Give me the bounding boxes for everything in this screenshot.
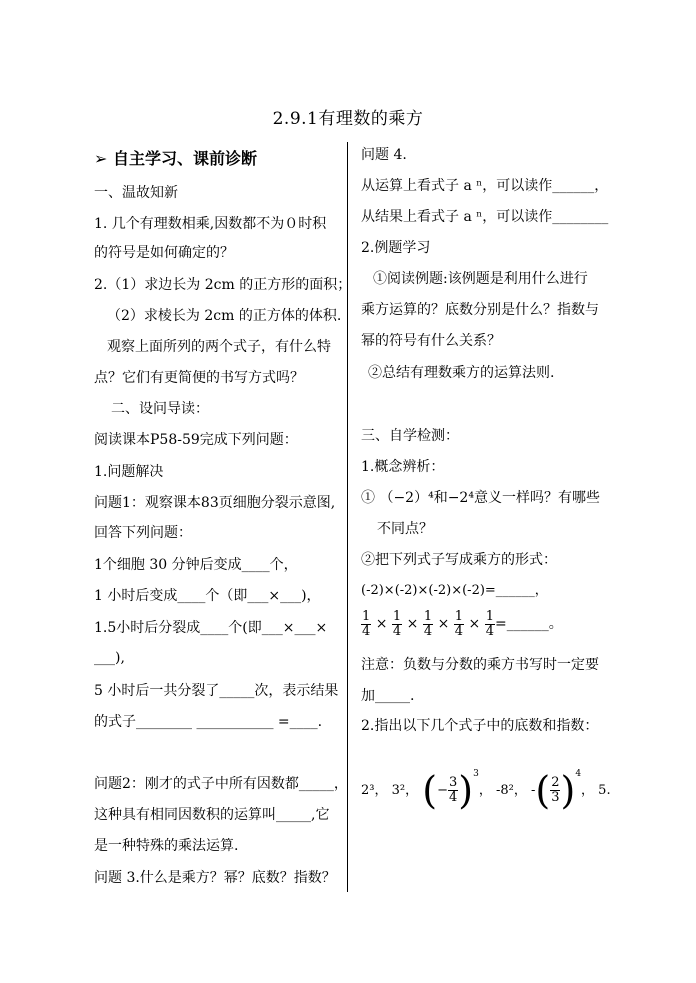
page-title: 2.9.1有理数的乘方 <box>272 109 424 129</box>
left-line: （2）求棱长为 2cm 的正方体的体积. <box>107 308 342 324</box>
left-line: 的符号是如何确定的？ <box>94 245 234 261</box>
fraction-tail: =______。 <box>494 616 563 632</box>
expressions-line: 2³， 3²， (− $\frac{3}{4}$ )$^3$， -8²， -( $\frac{2}{3}$ )$^4$， 5. <box>361 768 611 813</box>
exponent: 3 <box>473 769 479 779</box>
right-line: 幂的符号有什么关系？ <box>361 333 501 349</box>
fraction-product: $\frac{1}{4}$ × $\frac{1}{4}$ × $\frac{1}{4}$ × $\frac{1}{4}$ × $\frac{1}{4}$ =______。 <box>362 608 563 639</box>
left-line: 回答下列问题： <box>94 525 192 541</box>
left-paren: ( <box>422 768 438 813</box>
left-line: 5 小时后一共分裂了_____次，表示结果 <box>94 683 339 699</box>
left-line: 的式子________ ___________ =____. <box>94 714 323 730</box>
left-paren: ( <box>535 768 551 813</box>
right-paren: ) <box>560 768 576 813</box>
left-line: 问题2：刚才的式子中所有因数都_____， <box>94 776 348 792</box>
fraction: $\frac{2}{3}$ <box>551 775 560 805</box>
left-line: 观察上面所列的两个式子，有什么特 <box>107 339 331 355</box>
left-line: 2.（1）求边长为 2cm 的正方形的面积； <box>94 277 352 293</box>
right-line: 三、自学检测： <box>361 428 459 444</box>
right-line: ①阅读例题:该例题是利用什么进行 <box>373 271 588 287</box>
right-line: ① （−2）⁴和−2⁴意义一样吗？有哪些 <box>361 490 600 506</box>
left-line: ___), <box>94 650 125 666</box>
left-line: 二、设问导读： <box>111 401 209 417</box>
left-line: 1. 几个有理数相乘,因数都不为０时积 <box>94 216 327 232</box>
expr-a: 2³， 3²， <box>361 783 419 798</box>
fraction: $\frac{1}{4}$ <box>392 608 402 639</box>
right-line: 不同点？ <box>377 521 433 537</box>
expr-c: ， -8²， - <box>478 783 536 798</box>
right-line: 问题 4. <box>361 147 407 163</box>
right-line: 从运算上看式子 a ⁿ，可以读作______， <box>361 178 609 194</box>
left-line: 1.问题解决 <box>94 464 164 480</box>
right-line: ②把下列式子写成乘方的形式： <box>361 552 557 568</box>
left-line: 是一种特殊的乘法运算. <box>94 838 239 854</box>
left-line: 1.5小时后分裂成____个(即___×___× <box>94 620 328 636</box>
fraction: $\frac{3}{4}$ <box>448 775 458 805</box>
right-line: ②总结有理数乘方的运算法则. <box>368 365 555 381</box>
left-line: 阅读课本P58-59完成下列问题： <box>94 432 298 448</box>
left-line: 点？它们有更简便的书写方式吗？ <box>94 370 304 386</box>
left-line: 这种具有相同因数积的运算叫_____,它 <box>94 807 330 823</box>
right-line: 2.指出以下几个式子中的底数和指数： <box>361 718 599 734</box>
right-line: 乘方运算的？底数分别是什么？指数与 <box>361 302 599 318</box>
left-line: 问题 3.什么是乘方？幂？底数？指数？ <box>94 870 336 886</box>
right-paren: ) <box>458 768 474 813</box>
fraction: $\frac{1}{4}$ <box>485 608 494 639</box>
right-line: 注意：负数与分数的乘方书写时一定要 <box>361 657 599 673</box>
fraction: $\frac{1}{4}$ <box>423 608 433 639</box>
left-line: 问题1：观察课本83页细胞分裂示意图, <box>94 495 336 511</box>
right-line: 2.例题学习 <box>361 240 431 256</box>
left-line: 1个细胞 30 分钟后变成____个， <box>94 557 298 573</box>
right-line: 从结果上看式子 a ⁿ，可以读作________ <box>361 209 609 225</box>
right-line: 加_____. <box>361 688 415 704</box>
section-heading: ➢ 自主学习、课前诊断 <box>94 149 257 168</box>
fraction: $\frac{1}{4}$ <box>362 608 371 639</box>
right-line: 1.概念辨析： <box>361 459 445 475</box>
exponent: 4 <box>575 769 582 779</box>
expr-e: ， 5. <box>581 783 611 798</box>
left-line: 一、温故知新 <box>94 185 178 201</box>
left-line: 1 小时后变成____个（即___×___)， <box>94 588 321 604</box>
right-line: (-2)×(-2)×(-2)×(-2)=______， <box>361 583 548 598</box>
fraction: $\frac{1}{4}$ <box>454 608 464 639</box>
